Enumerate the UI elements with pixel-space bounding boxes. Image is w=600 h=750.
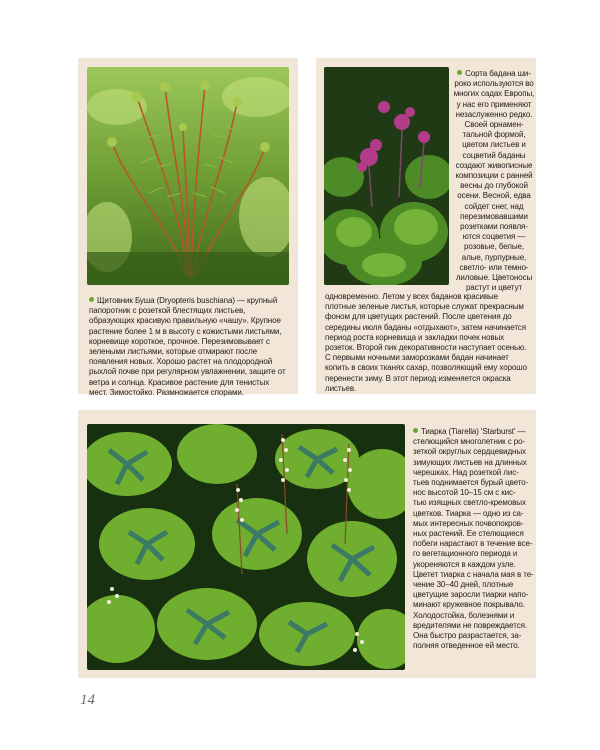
bergenia-photo [324,67,449,285]
fern-illustration [87,67,289,285]
fern-caption [89,296,289,398]
tiarella-line-14: Цветет тиарка с начала мая в те- [413,569,534,579]
bergenia-line-10: композиции с ранней [455,171,533,181]
tiarella-line-5: тьев поднимается бурый цвето- [413,478,529,488]
tiarella-line-12: го вегетационного периода и [413,549,518,559]
bergenia-line-11: весны до глубокой [460,181,528,191]
bergenia-line-2: многих садах Европы, [453,89,535,99]
fern-photo [87,67,289,285]
bergenia-line-3: у нас его применяют [456,99,532,109]
bergenia-line-19: светло- или темно- [459,262,529,272]
tiarella-line-1: стелющийся многолетник с ро- [413,437,525,447]
page-number: 14 [80,692,95,708]
tiarella-line-20: Она быстро разрастается, за- [413,631,522,641]
tiarella-line-0: Тиарка (Tiarella) 'Starburst' — [421,427,526,436]
tiarella-line-18: Холодостойка, болезнями и [413,610,515,620]
bergenia-line-17: розовые, белые, [464,242,524,252]
bergenia-line-0: Сорта бадана ши- [465,69,531,78]
bergenia-continuation: одновременно. Летом у всех баданов красивые плотные зеленые листья, которые служат прекрасным фоном для цветущих растений. После цветения до середины июля баданы «отдыхают», затем начинается период роста корневища и закладки почек новых розеток. Второй пик декоративности наступает осенью. С первыми ночными заморозками бадан начинает копить в своих тканях сахар, позволяющий ему хорошо перенести зиму. В этот период изменяется окраска листьев. [325,292,527,393]
bergenia-line-16: ются соцветия — [462,232,526,242]
tiarella-line-11: побеги нарастают в течение все- [413,539,533,549]
tiarella-photo [87,424,405,670]
bergenia-bullet [457,70,462,75]
fern-name: Щитовник Буша (Dryopteris buschiana) [97,296,235,305]
tiarella-line-7: тью изящных светло-кремовых [413,498,526,508]
bergenia-line-6: тальной формой, [462,130,526,140]
tiarella-line-10: ных растений. Ее стелющиеся [413,529,524,539]
bergenia-line-5: Своей орнамен- [464,120,524,130]
fern-bullet [89,297,94,302]
bergenia-line-18: алые, пурпурные, [461,252,527,262]
bergenia-illustration [324,67,449,285]
tiarella-line-17: минают кружевное покрывало. [413,600,525,610]
tiarella-line-21: полняя отведенное ей место. [413,641,520,651]
tiarella-line-15: чение 30–40 дней, плотные [413,580,514,590]
bergenia-line-20: лиловые. Цветоносы [455,273,533,283]
tiarella-line-13: укореняются в каждом узле. [413,559,516,569]
tiarella-line-16: цветущие заросли тиарки напо- [413,590,529,600]
bergenia-line-8: соцветий баданы [462,150,526,160]
tiarella-line-19: вредителями не повреждается. [413,620,527,630]
tiarella-line-8: цветков. Тиарка — одно из са- [413,508,524,518]
tiarella-line-9: мых интересных почвопокров- [413,518,524,528]
bergenia-line-4: незаслуженно редко. [455,109,533,119]
tiarella-illustration [87,424,405,670]
tiarella-line-4: черешках. Над розеткой лис- [413,467,519,477]
bergenia-line-15: розетками появля- [460,222,528,232]
fern-description: — крупный папоротник с розеткой блестящих листьев, образующих красивую правильную «чашу». Крупное растение более 1 м в высоту с кожистыми листьями, корневище короткое, прочное. Перезимовывает с зелеными листьями, которые отмирают после появления новых. Хорошо растет на плодородной рыхлой почве при регулярном увлажнении, защите от ветра и солнца. Красивое растение для тенистых мест. Зимостойко. Размножается спорами. [89,296,286,397]
bergenia-line-1: роко используются во [454,79,534,89]
bergenia-line-14: перезимовавшими [460,211,528,221]
tiarella-caption [413,427,535,651]
bergenia-line-21: растут и цветут [465,283,523,293]
bergenia-intro [452,69,536,293]
bergenia-line-13: сойдет снег, над [464,201,524,211]
tiarella-line-6: нос высотой 10–15 см с кис- [413,488,516,498]
tiarella-bullet [413,428,418,433]
bergenia-line-9: создают живописные [455,160,533,170]
bergenia-line-12: осени. Весной, едва [457,191,531,201]
tiarella-line-3: зимующих листьев на длинных [413,457,527,467]
tiarella-line-2: зеткой округлых сердцевидных [413,447,526,457]
bergenia-line-7: цветом листьев и [462,140,526,150]
